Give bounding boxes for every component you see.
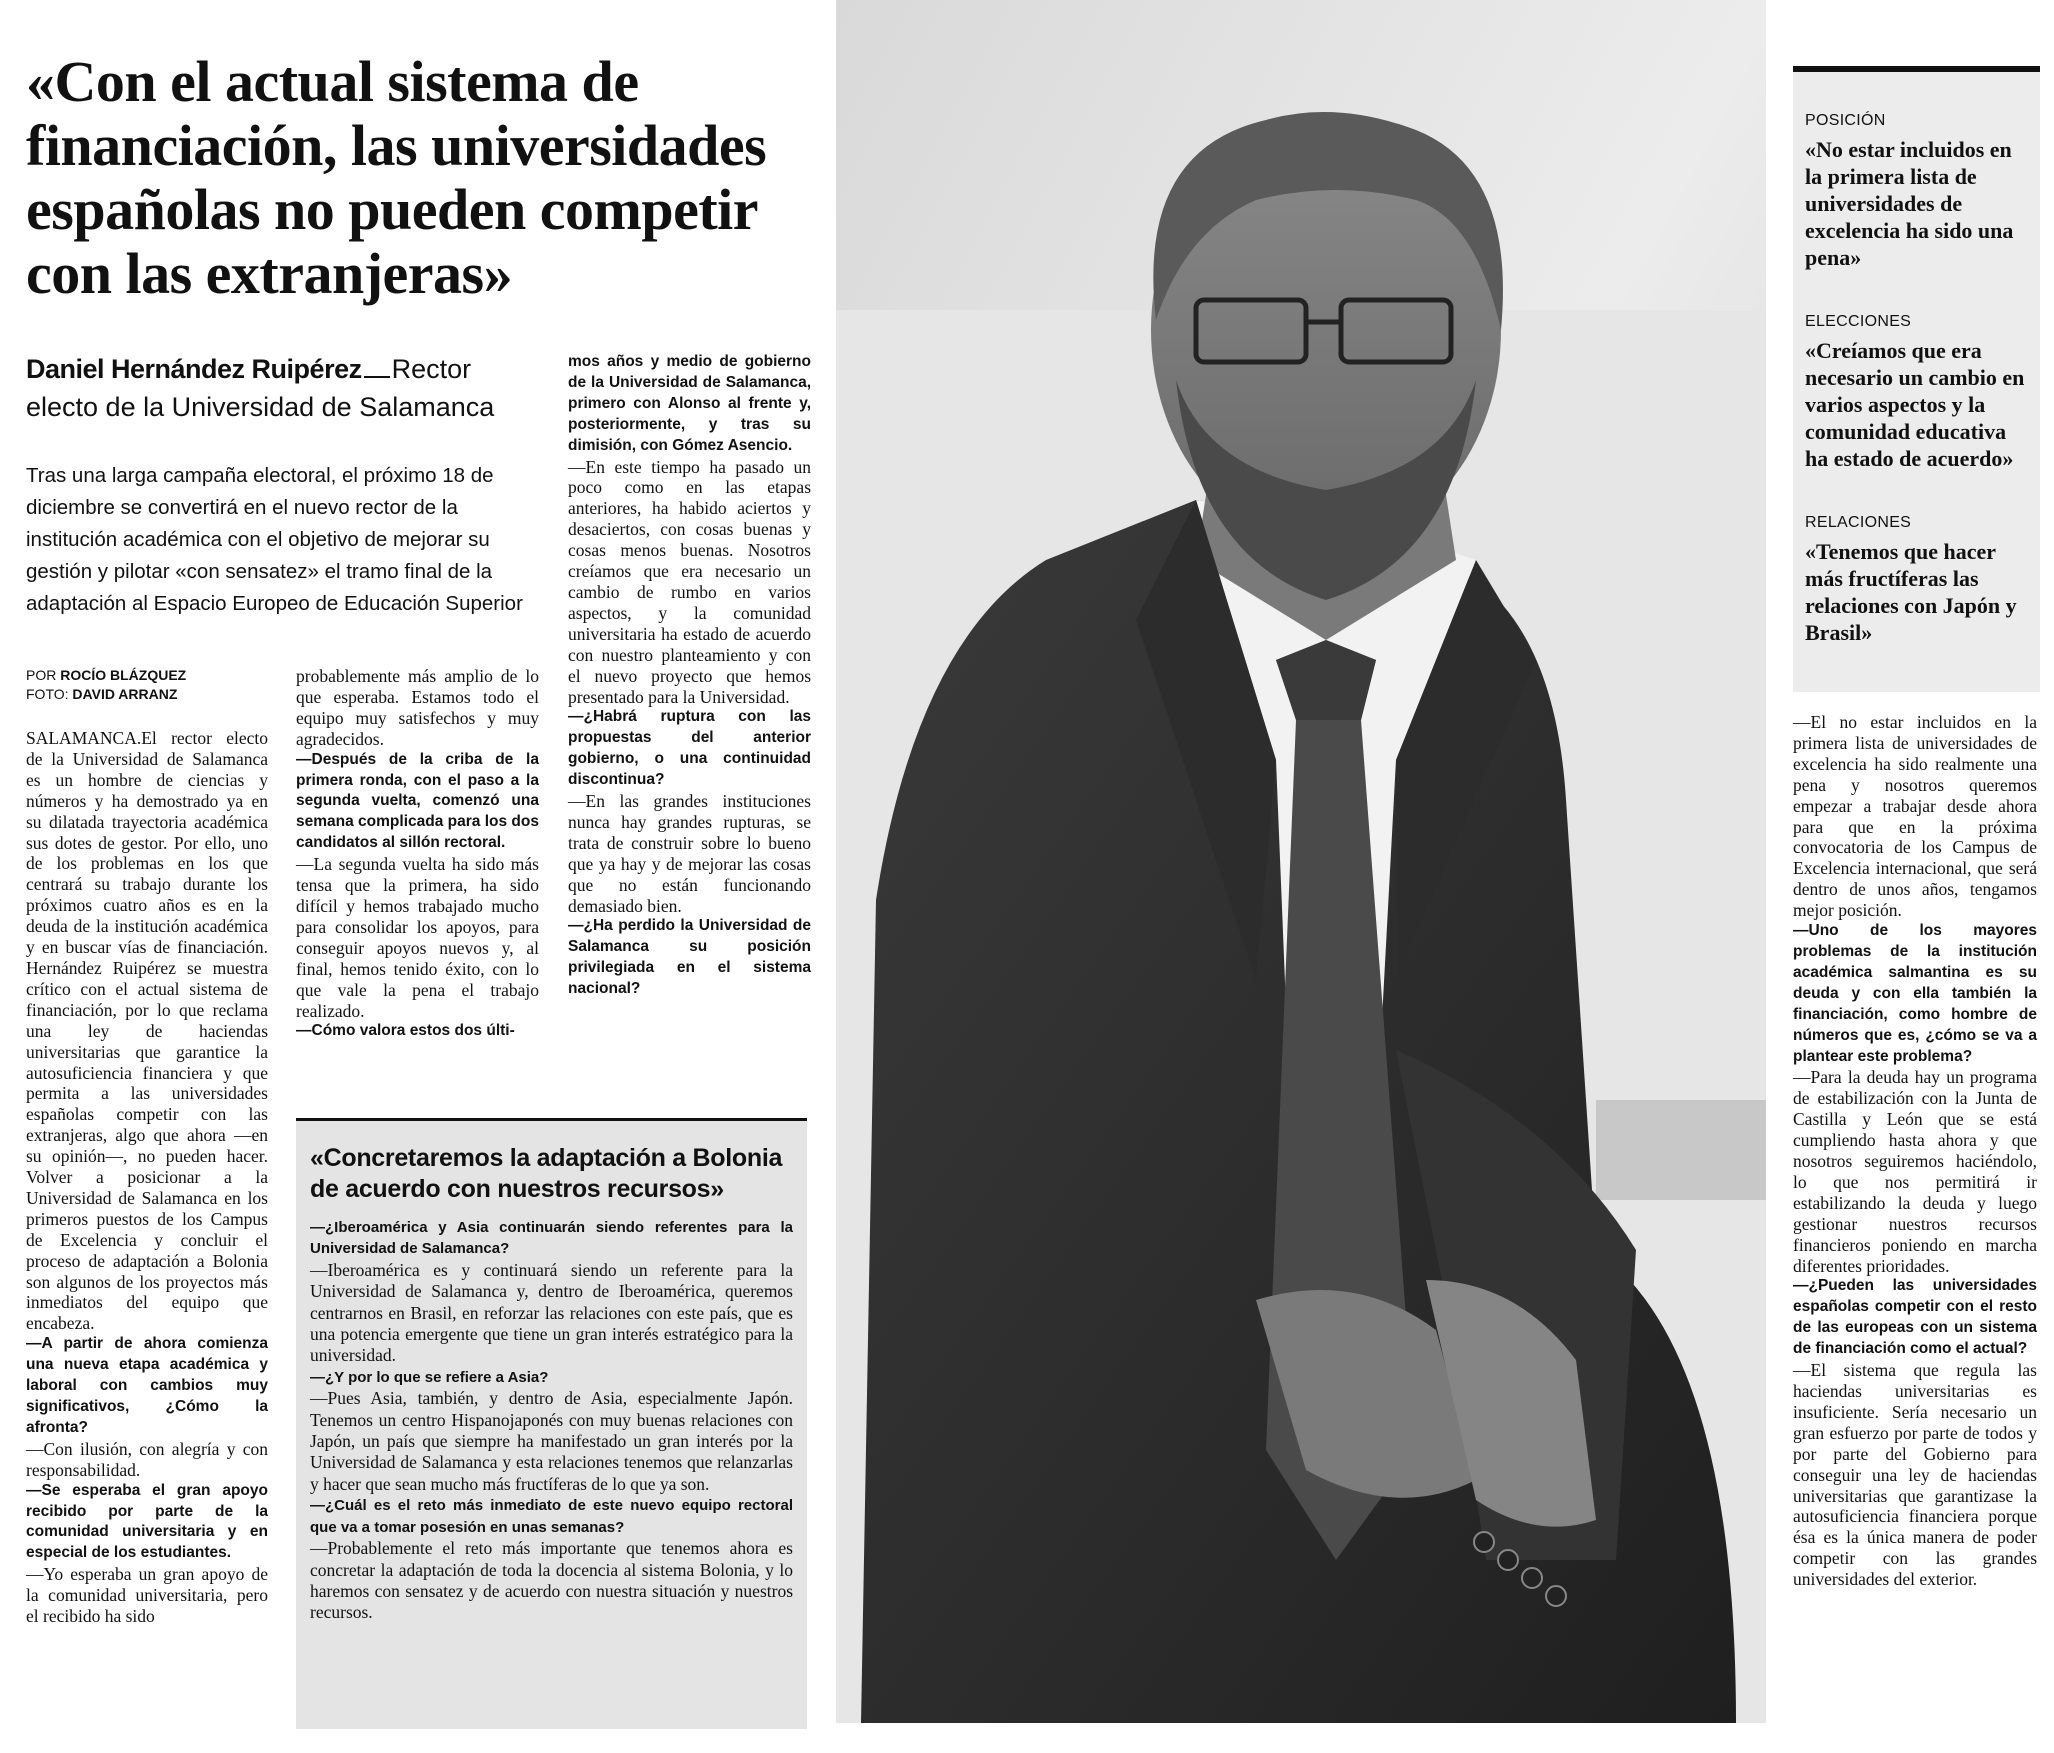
sidebar-box bbox=[296, 1118, 807, 1729]
article-column-3 bbox=[568, 352, 811, 1000]
sidebar-body bbox=[310, 1217, 793, 1624]
interviewee-role: Rector electo de la Universidad de Salamanca bbox=[26, 354, 495, 422]
article-column-5 bbox=[1793, 712, 2037, 1590]
byline-dash bbox=[364, 376, 390, 378]
answer: —El no estar incluidos en la primera lista de universidades de excelencia ha sido realmente una pena y nosotros queremos empezar a trabajar desde ahora para que en la próxima convocatoria de los Campus de Excelencia internacional, que será dentro de unos años, tengamos mejor posición. bbox=[1793, 712, 2037, 921]
answer: —El sistema que regula las haciendas universitarias es insuficiente. Sería necesario un gran esfuerzo por parte de todos y por parte del Gobierno para conseguir una ley de haciendas universitarias que garantizase la autosuficiencia financiera porque ésa es la única manera de poder competir con las grandes universidades del exterior. bbox=[1793, 1360, 2037, 1590]
quote-text: «No estar incluidos en la primera lista de universidades de excelencia ha sido una pena» bbox=[1805, 137, 2014, 270]
interviewee-name: Daniel Hernández Ruipérez bbox=[26, 354, 362, 384]
question: —A partir de ahora comienza una nueva etapa académica y laboral con cambios muy significativos, ¿Cómo la afronta? bbox=[26, 1335, 268, 1436]
answer: —Para la deuda hay un programa de estabilización con la Junta de Castilla y León que se está cumpliendo hasta ahora y que nosotros seguiremos haciéndolo, lo que nos permitirá ir estabilizando la deuda y luego gestionar nuestros recursos financieros poniendo en marcha diferentes prioridades. bbox=[1793, 1067, 2037, 1276]
lede: Tras una larga campaña electoral, el próximo 18 de diciembre se convertirá en el nuevo rector de la institución académica con el objetivo de mejorar su gestión y pilotar «con sensatez» el tramo final de la adaptación al Espacio Europeo de Educación Superior bbox=[26, 464, 523, 615]
highlight-quotes-box bbox=[1793, 66, 2040, 692]
author-name: ROCÍO BLÁZQUEZ bbox=[60, 667, 187, 683]
question: —Cómo valora estos dos últi- bbox=[296, 1022, 515, 1040]
answer: —Probablemente el reto más importante que tenemos ahora es concretar la adaptación de toda la docencia al sistema Bolonia, y lo haremos con sensatez y de acuerdo con nuestra situación y nuestros recursos. bbox=[310, 1538, 793, 1623]
answer: —La segunda vuelta ha sido más tensa que la primera, ha sido difícil y hemos trabajado mucho para consolidar los apoyos, para conseguir apoyos nuevos y, al final, hemos tenido éxito, con lo que vale la pena el trabajo realizado. bbox=[296, 854, 539, 1021]
photographer-name: DAVID ARRANZ bbox=[72, 686, 178, 702]
quote-label: POSICIÓN bbox=[1805, 112, 1886, 129]
answer: probablemente más amplio de lo que esperaba. Estamos todo el equipo muy satisfechos y muy agradecidos. bbox=[296, 666, 539, 749]
question: —¿Iberoamérica y Asia continuarán siendo referentes para la Universidad de Salamanca? bbox=[310, 1219, 793, 1258]
question: —Uno de los mayores problemas de la institución académica salmantina es su deuda y con ella también la financiación, como hombre de números que es, ¿cómo se va a plantear este problema? bbox=[1793, 922, 2037, 1065]
byline bbox=[26, 350, 546, 426]
headline: «Con el actual sistema de financiación, las universidades españolas no pueden competir con las extranjeras» bbox=[26, 49, 767, 306]
question: mos años y medio de gobierno de la Universidad de Salamanca, primero con Alonso al frente y, posteriormente, y tras su dimisión, con Gómez Asencio. bbox=[568, 353, 811, 454]
intro-paragraph: SALAMANCA.El rector electo de la Universidad de Salamanca es un hombre de ciencias y números y ha demostrado ya en su dilatada trayectoria académica sus dotes de gestor. Por ello, uno de los problemas en los que centrará su trabajo durante los próximos cuatro años es en la deuda de la institución académica y en buscar vías de financiación. Hernández Ruipérez se muestra crítico con el actual sistema de financiación, por lo que reclama una ley de haciendas universitarias que garantice la autosuficiencia financiera y que permita a las universidades españolas competir con las extranjeras, algo que ahora —en su opinión—, no pueden hacer. Volver a posicionar a la Universidad de Salamanca en los primeros puestos de los Campus de Excelencia y concluir el proceso de adaptación a Bolonia son algunos de los proyectos más inmediatos del equipo que encabeza. bbox=[26, 728, 268, 1334]
quote-text: «Creíamos que era necesario un cambio en varios aspectos y la comunidad educativa ha estado de acuerdo» bbox=[1805, 338, 2025, 471]
answer: —Yo esperaba un gran apoyo de la comunidad universitaria, pero el recibido ha sido bbox=[26, 1564, 268, 1627]
answer: —En las grandes instituciones nunca hay grandes rupturas, se trata de construir sobre lo bueno que ya hay y de mejorar las cosas que no están funcionando demasiado bien. bbox=[568, 791, 811, 916]
question: —¿Habrá ruptura con las propuestas del anterior gobierno, o una continuidad discontinua? bbox=[568, 708, 811, 789]
credits bbox=[26, 666, 286, 704]
answer: —Con ilusión, con alegría y con responsabilidad. bbox=[26, 1438, 268, 1480]
answer: —Iberoamérica es y continuará siendo un referente para la Universidad de Salamanca y, dentro de Iberoamérica, queremos centrarnos en Brasil, en reforzar las relaciones con este país, que es una potencia emergente que tiene un gran interés estratégico para la universidad. bbox=[310, 1259, 793, 1366]
quote-label: RELACIONES bbox=[1805, 514, 1912, 531]
question: —¿Cuál es el reto más inmediato de este nuevo equipo rectoral que va a tomar posesión en unas semanas? bbox=[310, 1497, 793, 1536]
article-column-1 bbox=[26, 728, 268, 1627]
question: —¿Pueden las universidades españolas competir con el resto de las europeas con un sistema de financiación como el actual? bbox=[1793, 1277, 2037, 1358]
question: —Se esperaba el gran apoyo recibido por parte de la comunidad universitaria y en especial de los estudiantes. bbox=[26, 1481, 268, 1562]
sidebar-title: «Concretaremos la adaptación a Bolonia de acuerdo con nuestros recursos» bbox=[310, 1144, 783, 1203]
answer: —En este tiempo ha pasado un poco como en las etapas anteriores, ha habido aciertos y desaciertos, con cosas buenas y cosas menos buenas. Nosotros creíamos que era necesario un cambio de rumbo en varios aspectos, y la comunidad universitaria ha estado de acuerdo con nuestro planteamiento y con el nuevo proyecto que hemos presentado para la Universidad. bbox=[568, 456, 811, 707]
answer: —Pues Asia, también, y dentro de Asia, especialmente Japón. Tenemos un centro Hispanojaponés con muy buenas relaciones con Japón, un país que siempre ha manifestado un gran interés por la Universidad de Salamanca y esta relaciones tenemos que relanzarlas y hacer que sean mucho más fructíferas de lo que ya son. bbox=[310, 1388, 793, 1494]
portrait-illustration bbox=[836, 0, 1766, 1723]
question: —¿Y por lo que se refiere a Asia? bbox=[310, 1368, 549, 1386]
portrait-photo bbox=[836, 0, 1766, 1723]
quote-label: ELECCIONES bbox=[1805, 313, 1912, 330]
article-column-2 bbox=[296, 666, 539, 1042]
question: —¿Ha perdido la Universidad de Salamanca su posición privilegiada en el sistema nacional? bbox=[568, 917, 811, 998]
quote-text: «Tenemos que hacer más fructíferas las relaciones con Japón y Brasil» bbox=[1805, 539, 2017, 645]
photo-prefix: FOTO: bbox=[26, 686, 69, 702]
author-prefix: POR bbox=[26, 667, 57, 683]
question: —Después de la criba de la primera ronda, con el paso a la segunda vuelta, comenzó una semana complicada para los dos candidatos al sillón rectoral. bbox=[296, 750, 539, 852]
